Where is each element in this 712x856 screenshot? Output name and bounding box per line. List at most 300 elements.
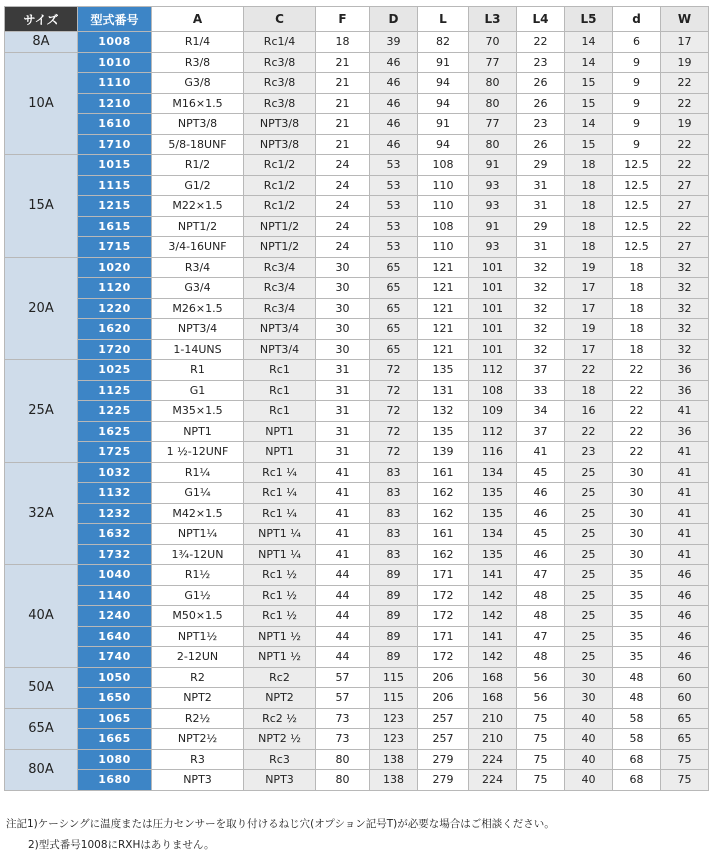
size-cell: 65A bbox=[5, 708, 78, 749]
table-row bbox=[5, 667, 709, 688]
dim-l-cell: 121 bbox=[418, 257, 469, 278]
dim-d-cell: 65 bbox=[370, 257, 418, 278]
thread-c-cell: Rc1 ¼ bbox=[244, 483, 316, 504]
dim-l4-cell: 46 bbox=[517, 544, 565, 565]
table-row bbox=[5, 360, 709, 381]
model-number-cell: 1640 bbox=[78, 626, 152, 647]
thread-c-cell: Rc1 ½ bbox=[244, 606, 316, 627]
dim-l-cell: 172 bbox=[418, 606, 469, 627]
dim-l4-cell: 46 bbox=[517, 503, 565, 524]
dim-l5-cell: 18 bbox=[565, 216, 613, 237]
dim-f-cell: 21 bbox=[316, 114, 370, 135]
dim-l3-cell: 112 bbox=[469, 360, 517, 381]
dim-l-cell: 172 bbox=[418, 647, 469, 668]
dim-d-small-cell: 68 bbox=[613, 749, 661, 770]
table-row bbox=[5, 73, 709, 94]
thread-a-cell: M50×1.5 bbox=[152, 606, 244, 627]
thread-a-cell: G3/4 bbox=[152, 278, 244, 299]
dim-d-small-cell: 6 bbox=[613, 32, 661, 53]
dim-l5-cell: 25 bbox=[565, 462, 613, 483]
model-number-cell: 1025 bbox=[78, 360, 152, 381]
dim-f-cell: 31 bbox=[316, 401, 370, 422]
dim-d-small-cell: 9 bbox=[613, 52, 661, 73]
dim-w-cell: 46 bbox=[661, 585, 709, 606]
dim-d-small-cell: 12.5 bbox=[613, 155, 661, 176]
dim-l5-cell: 19 bbox=[565, 319, 613, 340]
dim-w-cell: 22 bbox=[661, 73, 709, 94]
dim-d-cell: 65 bbox=[370, 319, 418, 340]
dim-f-cell: 24 bbox=[316, 196, 370, 217]
dim-l-cell: 82 bbox=[418, 32, 469, 53]
dim-l-cell: 94 bbox=[418, 73, 469, 94]
dim-l4-cell: 26 bbox=[517, 93, 565, 114]
dim-d-cell: 46 bbox=[370, 93, 418, 114]
header-l5: L5 bbox=[565, 7, 613, 32]
dim-d-small-cell: 30 bbox=[613, 462, 661, 483]
model-number-cell: 1140 bbox=[78, 585, 152, 606]
dim-l-cell: 91 bbox=[418, 52, 469, 73]
dim-w-cell: 41 bbox=[661, 401, 709, 422]
dim-f-cell: 30 bbox=[316, 257, 370, 278]
dim-f-cell: 57 bbox=[316, 688, 370, 709]
dim-l4-cell: 56 bbox=[517, 688, 565, 709]
dim-l3-cell: 77 bbox=[469, 52, 517, 73]
dim-d-small-cell: 18 bbox=[613, 339, 661, 360]
dim-d-cell: 72 bbox=[370, 421, 418, 442]
dim-d-small-cell: 22 bbox=[613, 442, 661, 463]
table-row bbox=[5, 114, 709, 135]
dim-w-cell: 32 bbox=[661, 319, 709, 340]
model-number-cell: 1710 bbox=[78, 134, 152, 155]
dim-w-cell: 32 bbox=[661, 278, 709, 299]
dim-l3-cell: 91 bbox=[469, 155, 517, 176]
table-row bbox=[5, 93, 709, 114]
dim-f-cell: 73 bbox=[316, 729, 370, 750]
model-number-cell: 1080 bbox=[78, 749, 152, 770]
dim-d-small-cell: 35 bbox=[613, 626, 661, 647]
table-row bbox=[5, 585, 709, 606]
thread-a-cell: NPT1½ bbox=[152, 626, 244, 647]
thread-c-cell: NPT1 bbox=[244, 421, 316, 442]
dim-l-cell: 171 bbox=[418, 565, 469, 586]
dim-f-cell: 44 bbox=[316, 565, 370, 586]
dim-l5-cell: 25 bbox=[565, 647, 613, 668]
model-number-cell: 1110 bbox=[78, 73, 152, 94]
thread-a-cell: R2 bbox=[152, 667, 244, 688]
thread-a-cell: R1/2 bbox=[152, 155, 244, 176]
dim-l5-cell: 17 bbox=[565, 298, 613, 319]
thread-c-cell: NPT2 bbox=[244, 688, 316, 709]
dim-d-small-cell: 22 bbox=[613, 380, 661, 401]
dim-l3-cell: 210 bbox=[469, 708, 517, 729]
table-row bbox=[5, 503, 709, 524]
table-row bbox=[5, 729, 709, 750]
dim-w-cell: 27 bbox=[661, 196, 709, 217]
thread-c-cell: NPT3 bbox=[244, 770, 316, 791]
dim-l-cell: 91 bbox=[418, 114, 469, 135]
thread-a-cell: 5/8-18UNF bbox=[152, 134, 244, 155]
header-a: A bbox=[152, 7, 244, 32]
thread-c-cell: NPT3/4 bbox=[244, 319, 316, 340]
model-number-cell: 1010 bbox=[78, 52, 152, 73]
dim-l3-cell: 80 bbox=[469, 73, 517, 94]
dim-l5-cell: 25 bbox=[565, 483, 613, 504]
dim-l5-cell: 18 bbox=[565, 196, 613, 217]
dim-l4-cell: 26 bbox=[517, 73, 565, 94]
dim-d-small-cell: 58 bbox=[613, 729, 661, 750]
table-row bbox=[5, 647, 709, 668]
dim-l4-cell: 31 bbox=[517, 175, 565, 196]
dim-l-cell: 162 bbox=[418, 544, 469, 565]
dim-l5-cell: 19 bbox=[565, 257, 613, 278]
dim-w-cell: 19 bbox=[661, 52, 709, 73]
dim-l4-cell: 48 bbox=[517, 647, 565, 668]
thread-a-cell: M42×1.5 bbox=[152, 503, 244, 524]
model-number-cell: 1008 bbox=[78, 32, 152, 53]
thread-c-cell: Rc3 bbox=[244, 749, 316, 770]
dim-f-cell: 21 bbox=[316, 52, 370, 73]
table-row bbox=[5, 606, 709, 627]
dim-l5-cell: 25 bbox=[565, 565, 613, 586]
dim-l5-cell: 30 bbox=[565, 667, 613, 688]
thread-a-cell: NPT3/4 bbox=[152, 319, 244, 340]
dim-l-cell: 110 bbox=[418, 237, 469, 258]
dim-f-cell: 41 bbox=[316, 524, 370, 545]
table-row bbox=[5, 401, 709, 422]
dim-l3-cell: 134 bbox=[469, 462, 517, 483]
dim-w-cell: 41 bbox=[661, 544, 709, 565]
dim-l3-cell: 142 bbox=[469, 606, 517, 627]
dim-l-cell: 94 bbox=[418, 134, 469, 155]
dim-l4-cell: 23 bbox=[517, 114, 565, 135]
dim-l5-cell: 18 bbox=[565, 175, 613, 196]
table-row bbox=[5, 708, 709, 729]
dim-l-cell: 139 bbox=[418, 442, 469, 463]
dim-l4-cell: 37 bbox=[517, 421, 565, 442]
model-number-cell: 1040 bbox=[78, 565, 152, 586]
dim-l5-cell: 25 bbox=[565, 544, 613, 565]
thread-a-cell: M26×1.5 bbox=[152, 298, 244, 319]
table-row bbox=[5, 134, 709, 155]
dim-d-cell: 83 bbox=[370, 483, 418, 504]
thread-a-cell: G1¼ bbox=[152, 483, 244, 504]
thread-c-cell: Rc3/8 bbox=[244, 93, 316, 114]
thread-a-cell: 1 ½-12UNF bbox=[152, 442, 244, 463]
dim-l5-cell: 30 bbox=[565, 688, 613, 709]
model-number-cell: 1725 bbox=[78, 442, 152, 463]
dim-l-cell: 108 bbox=[418, 216, 469, 237]
dim-w-cell: 22 bbox=[661, 134, 709, 155]
dim-l4-cell: 32 bbox=[517, 278, 565, 299]
dim-l5-cell: 40 bbox=[565, 708, 613, 729]
dim-w-cell: 41 bbox=[661, 503, 709, 524]
dim-l5-cell: 18 bbox=[565, 380, 613, 401]
thread-a-cell: 3/4-16UNF bbox=[152, 237, 244, 258]
table-row bbox=[5, 626, 709, 647]
dim-l3-cell: 224 bbox=[469, 749, 517, 770]
dim-l3-cell: 141 bbox=[469, 565, 517, 586]
dim-d-small-cell: 22 bbox=[613, 421, 661, 442]
thread-c-cell: Rc1/2 bbox=[244, 175, 316, 196]
table-row bbox=[5, 770, 709, 791]
dim-l4-cell: 41 bbox=[517, 442, 565, 463]
size-cell: 15A bbox=[5, 155, 78, 258]
dim-d-cell: 89 bbox=[370, 565, 418, 586]
dim-l4-cell: 45 bbox=[517, 524, 565, 545]
size-cell: 50A bbox=[5, 667, 78, 708]
dim-d-small-cell: 35 bbox=[613, 565, 661, 586]
dim-l-cell: 171 bbox=[418, 626, 469, 647]
size-cell: 40A bbox=[5, 565, 78, 668]
dim-d-cell: 89 bbox=[370, 626, 418, 647]
dim-d-small-cell: 18 bbox=[613, 278, 661, 299]
thread-a-cell: G1½ bbox=[152, 585, 244, 606]
table-header bbox=[5, 7, 709, 32]
dim-l-cell: 172 bbox=[418, 585, 469, 606]
dim-d-small-cell: 22 bbox=[613, 401, 661, 422]
dim-d-cell: 53 bbox=[370, 237, 418, 258]
table-row bbox=[5, 421, 709, 442]
dim-l5-cell: 14 bbox=[565, 52, 613, 73]
thread-c-cell: NPT1/2 bbox=[244, 237, 316, 258]
dim-l5-cell: 25 bbox=[565, 626, 613, 647]
dim-l4-cell: 48 bbox=[517, 606, 565, 627]
dim-l4-cell: 32 bbox=[517, 319, 565, 340]
dim-l5-cell: 15 bbox=[565, 134, 613, 155]
dim-l3-cell: 210 bbox=[469, 729, 517, 750]
thread-c-cell: Rc1 bbox=[244, 380, 316, 401]
dim-l-cell: 132 bbox=[418, 401, 469, 422]
dim-d-cell: 46 bbox=[370, 52, 418, 73]
dim-d-small-cell: 35 bbox=[613, 606, 661, 627]
dim-w-cell: 32 bbox=[661, 298, 709, 319]
dim-l5-cell: 16 bbox=[565, 401, 613, 422]
model-number-cell: 1132 bbox=[78, 483, 152, 504]
dim-d-cell: 83 bbox=[370, 462, 418, 483]
table-row bbox=[5, 298, 709, 319]
dim-l-cell: 121 bbox=[418, 319, 469, 340]
dim-l3-cell: 101 bbox=[469, 257, 517, 278]
header-l3: L3 bbox=[469, 7, 517, 32]
model-number-cell: 1220 bbox=[78, 298, 152, 319]
dim-l5-cell: 40 bbox=[565, 749, 613, 770]
dim-w-cell: 46 bbox=[661, 565, 709, 586]
header-f: F bbox=[316, 7, 370, 32]
table-row bbox=[5, 749, 709, 770]
dim-d-small-cell: 18 bbox=[613, 257, 661, 278]
thread-c-cell: NPT3/8 bbox=[244, 114, 316, 135]
dim-l3-cell: 93 bbox=[469, 175, 517, 196]
thread-c-cell: Rc1/2 bbox=[244, 196, 316, 217]
dim-l5-cell: 25 bbox=[565, 585, 613, 606]
dim-d-cell: 138 bbox=[370, 770, 418, 791]
dim-d-small-cell: 12.5 bbox=[613, 216, 661, 237]
thread-c-cell: Rc3/8 bbox=[244, 52, 316, 73]
dim-l-cell: 110 bbox=[418, 196, 469, 217]
dim-w-cell: 41 bbox=[661, 483, 709, 504]
table-row bbox=[5, 339, 709, 360]
model-number-cell: 1015 bbox=[78, 155, 152, 176]
thread-c-cell: NPT3/4 bbox=[244, 339, 316, 360]
dim-l5-cell: 22 bbox=[565, 421, 613, 442]
model-number-cell: 1715 bbox=[78, 237, 152, 258]
dim-f-cell: 80 bbox=[316, 770, 370, 791]
dim-f-cell: 31 bbox=[316, 380, 370, 401]
dim-f-cell: 18 bbox=[316, 32, 370, 53]
model-number-cell: 1625 bbox=[78, 421, 152, 442]
dim-d-small-cell: 9 bbox=[613, 93, 661, 114]
table-row bbox=[5, 544, 709, 565]
dim-f-cell: 73 bbox=[316, 708, 370, 729]
dim-f-cell: 31 bbox=[316, 421, 370, 442]
dim-l-cell: 121 bbox=[418, 298, 469, 319]
dim-l5-cell: 25 bbox=[565, 524, 613, 545]
size-cell: 20A bbox=[5, 257, 78, 360]
dim-w-cell: 46 bbox=[661, 606, 709, 627]
dim-l3-cell: 80 bbox=[469, 93, 517, 114]
dim-d-cell: 123 bbox=[370, 729, 418, 750]
thread-a-cell: M22×1.5 bbox=[152, 196, 244, 217]
table-row bbox=[5, 319, 709, 340]
model-number-cell: 1732 bbox=[78, 544, 152, 565]
dim-f-cell: 30 bbox=[316, 339, 370, 360]
dim-l-cell: 279 bbox=[418, 749, 469, 770]
dim-l-cell: 161 bbox=[418, 524, 469, 545]
dim-d-small-cell: 35 bbox=[613, 647, 661, 668]
dim-w-cell: 41 bbox=[661, 442, 709, 463]
dim-d-cell: 53 bbox=[370, 196, 418, 217]
dim-l4-cell: 22 bbox=[517, 32, 565, 53]
header-c: C bbox=[244, 7, 316, 32]
size-cell: 8A bbox=[5, 32, 78, 53]
dim-w-cell: 60 bbox=[661, 667, 709, 688]
dim-f-cell: 41 bbox=[316, 503, 370, 524]
dim-d-cell: 46 bbox=[370, 73, 418, 94]
thread-c-cell: Rc3/8 bbox=[244, 73, 316, 94]
dim-l3-cell: 142 bbox=[469, 585, 517, 606]
dim-l3-cell: 91 bbox=[469, 216, 517, 237]
table-row bbox=[5, 462, 709, 483]
table-row bbox=[5, 196, 709, 217]
dim-l4-cell: 32 bbox=[517, 298, 565, 319]
dim-f-cell: 21 bbox=[316, 134, 370, 155]
dim-l5-cell: 23 bbox=[565, 442, 613, 463]
thread-a-cell: R1½ bbox=[152, 565, 244, 586]
model-number-cell: 1610 bbox=[78, 114, 152, 135]
dim-d-small-cell: 9 bbox=[613, 114, 661, 135]
dim-l3-cell: 168 bbox=[469, 688, 517, 709]
thread-c-cell: Rc3/4 bbox=[244, 278, 316, 299]
dim-l-cell: 110 bbox=[418, 175, 469, 196]
dim-l4-cell: 29 bbox=[517, 155, 565, 176]
dim-l4-cell: 45 bbox=[517, 462, 565, 483]
dim-l4-cell: 75 bbox=[517, 749, 565, 770]
table-row bbox=[5, 216, 709, 237]
dim-l3-cell: 93 bbox=[469, 196, 517, 217]
dim-l5-cell: 15 bbox=[565, 93, 613, 114]
spec-table bbox=[4, 6, 709, 791]
dim-d-cell: 89 bbox=[370, 606, 418, 627]
dim-l4-cell: 32 bbox=[517, 257, 565, 278]
thread-c-cell: Rc2 ½ bbox=[244, 708, 316, 729]
model-number-cell: 1740 bbox=[78, 647, 152, 668]
dim-w-cell: 36 bbox=[661, 380, 709, 401]
dim-d-cell: 72 bbox=[370, 380, 418, 401]
model-number-cell: 1210 bbox=[78, 93, 152, 114]
dim-l5-cell: 22 bbox=[565, 360, 613, 381]
dim-l-cell: 94 bbox=[418, 93, 469, 114]
thread-a-cell: NPT1/2 bbox=[152, 216, 244, 237]
dim-d-cell: 53 bbox=[370, 216, 418, 237]
dim-l4-cell: 37 bbox=[517, 360, 565, 381]
dim-l5-cell: 17 bbox=[565, 339, 613, 360]
dim-l3-cell: 93 bbox=[469, 237, 517, 258]
table-row bbox=[5, 237, 709, 258]
dim-l5-cell: 18 bbox=[565, 155, 613, 176]
dim-d-cell: 89 bbox=[370, 585, 418, 606]
dim-w-cell: 75 bbox=[661, 749, 709, 770]
table-row bbox=[5, 524, 709, 545]
dim-d-cell: 83 bbox=[370, 544, 418, 565]
model-number-cell: 1120 bbox=[78, 278, 152, 299]
dim-w-cell: 41 bbox=[661, 462, 709, 483]
dim-d-cell: 65 bbox=[370, 278, 418, 299]
header-model: 型式番号 bbox=[78, 7, 152, 32]
dim-l3-cell: 101 bbox=[469, 278, 517, 299]
dim-f-cell: 80 bbox=[316, 749, 370, 770]
dim-w-cell: 27 bbox=[661, 175, 709, 196]
dim-d-cell: 83 bbox=[370, 503, 418, 524]
thread-a-cell: M16×1.5 bbox=[152, 93, 244, 114]
dim-l3-cell: 112 bbox=[469, 421, 517, 442]
dim-d-small-cell: 22 bbox=[613, 360, 661, 381]
dim-d-cell: 53 bbox=[370, 175, 418, 196]
dim-f-cell: 41 bbox=[316, 544, 370, 565]
dim-l5-cell: 25 bbox=[565, 606, 613, 627]
dim-f-cell: 24 bbox=[316, 237, 370, 258]
dim-f-cell: 44 bbox=[316, 626, 370, 647]
size-cell: 32A bbox=[5, 462, 78, 565]
dim-l3-cell: 135 bbox=[469, 483, 517, 504]
table-row bbox=[5, 175, 709, 196]
table-row bbox=[5, 32, 709, 53]
thread-a-cell: R1/4 bbox=[152, 32, 244, 53]
dim-l-cell: 135 bbox=[418, 421, 469, 442]
dim-w-cell: 32 bbox=[661, 339, 709, 360]
dim-l4-cell: 47 bbox=[517, 626, 565, 647]
thread-c-cell: Rc1 bbox=[244, 401, 316, 422]
thread-a-cell: NPT3 bbox=[152, 770, 244, 791]
thread-c-cell: NPT1 ½ bbox=[244, 647, 316, 668]
thread-c-cell: NPT2 ½ bbox=[244, 729, 316, 750]
dim-l5-cell: 15 bbox=[565, 73, 613, 94]
model-number-cell: 1620 bbox=[78, 319, 152, 340]
notes bbox=[6, 814, 706, 856]
thread-c-cell: NPT1 ¼ bbox=[244, 544, 316, 565]
dim-l3-cell: 135 bbox=[469, 503, 517, 524]
dim-d-cell: 138 bbox=[370, 749, 418, 770]
dim-l4-cell: 32 bbox=[517, 339, 565, 360]
dim-w-cell: 36 bbox=[661, 421, 709, 442]
thread-a-cell: R3/8 bbox=[152, 52, 244, 73]
dim-w-cell: 17 bbox=[661, 32, 709, 53]
dim-l3-cell: 135 bbox=[469, 544, 517, 565]
dim-d-cell: 72 bbox=[370, 360, 418, 381]
dim-w-cell: 75 bbox=[661, 770, 709, 791]
thread-c-cell: Rc1 ½ bbox=[244, 565, 316, 586]
thread-c-cell: Rc1/4 bbox=[244, 32, 316, 53]
model-number-cell: 1720 bbox=[78, 339, 152, 360]
